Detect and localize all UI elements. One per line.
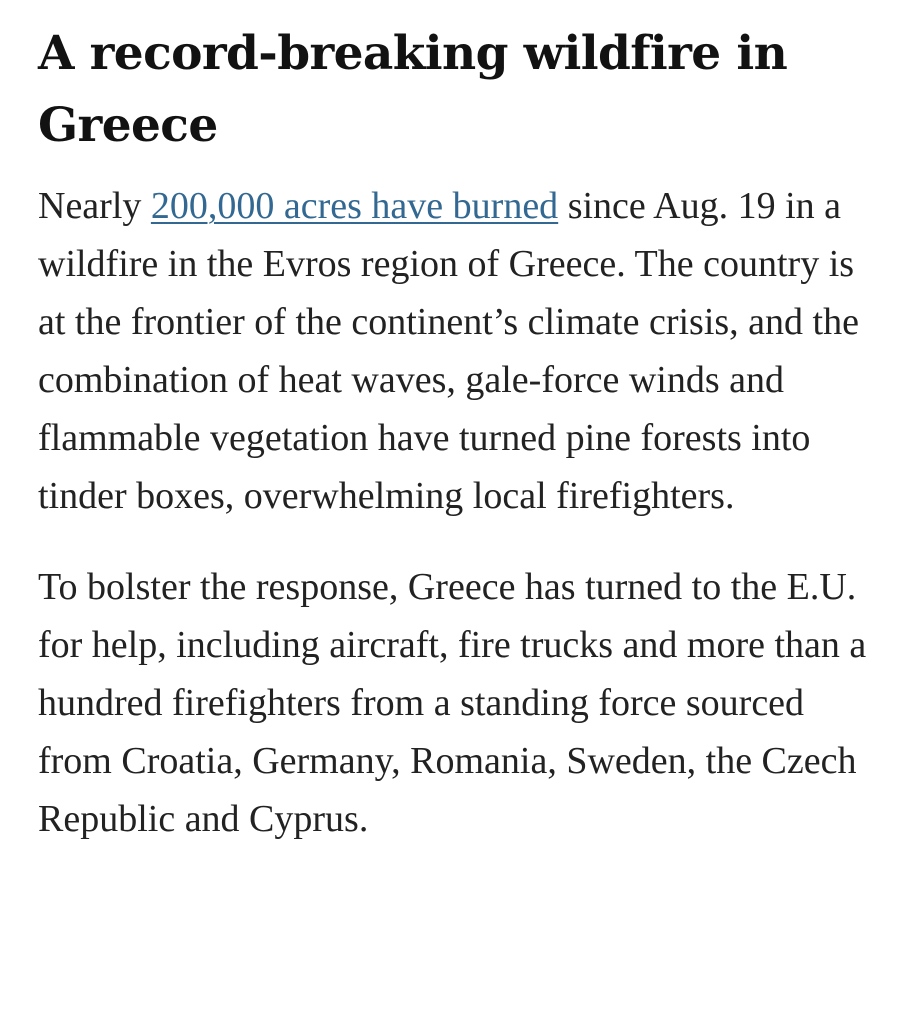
paragraph-text-lead: Nearly [38,185,151,227]
paragraph-text-rest: since Aug. 19 in a wildfire in the Evros region of Greece. The country is at the frontier of the continent’s climate crisis, and the combination of heat waves, gale-force winds and flammable vegetation have turned pine forests into tinder boxes, overwhelming local firefighters. [38,185,859,517]
article-headline: A record-breaking wildfire in Greece [38,26,788,153]
paragraph-eu-response: To bolster the response, Greece has turned to the E.U. for help, including aircraft, fire trucks and more than a hundred firefighters from a standing force sourced from Croatia, Germany, Romania, Sweden, the Czech Republic and Cyprus. [38,566,867,840]
paragraph-wildfire-summary [38,177,878,525]
acres-burned-link[interactable]: 200,000 acres have burned [150,185,559,227]
article-body [38,18,878,881]
